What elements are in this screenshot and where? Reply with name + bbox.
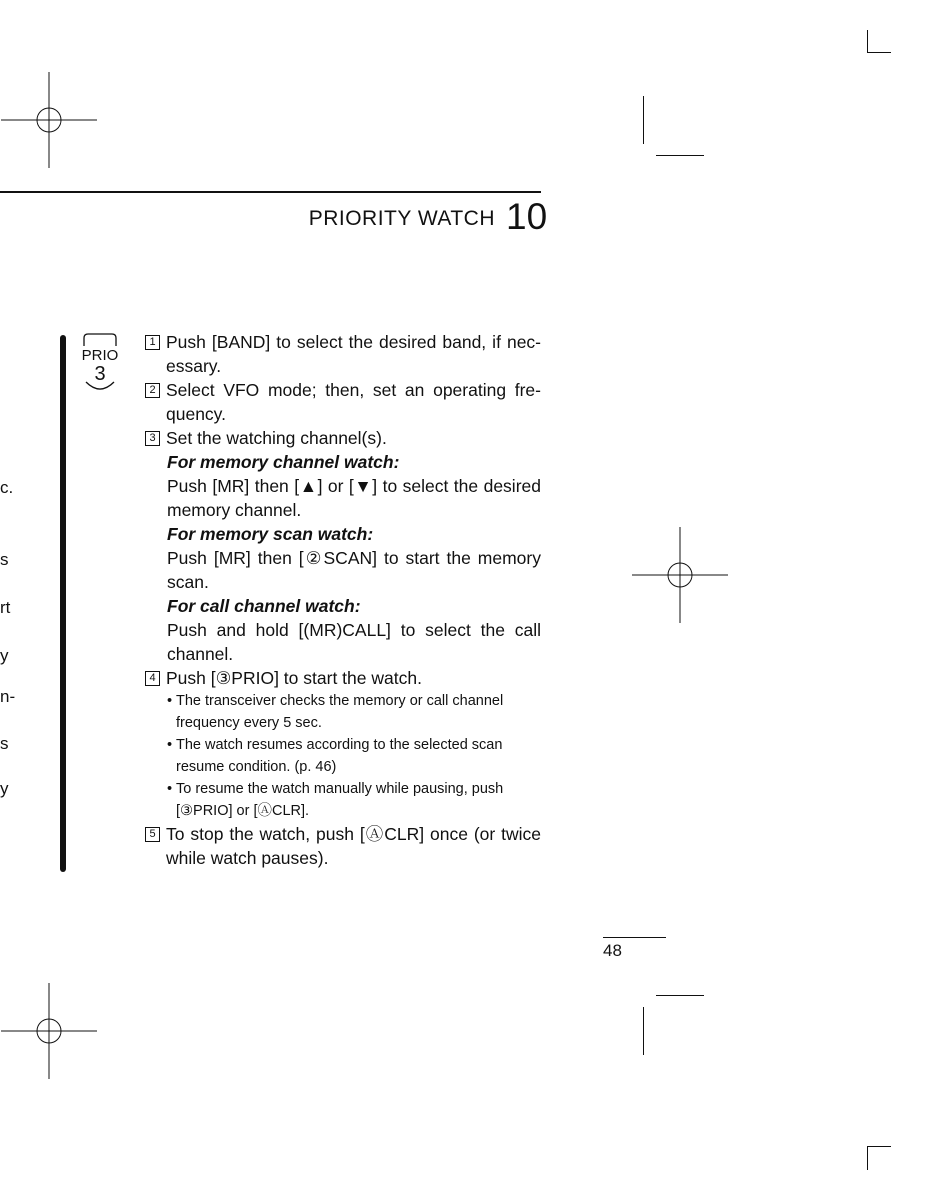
note-item: • To resume the watch manually while pausing, push [③PRIO] or [ⒶCLR]. bbox=[167, 778, 541, 822]
crop-mark bbox=[656, 155, 704, 156]
crop-mark bbox=[867, 1146, 891, 1147]
crop-mark bbox=[656, 995, 704, 996]
instruction-list bbox=[145, 330, 541, 870]
header-rule bbox=[0, 191, 541, 193]
step-number: 3 bbox=[145, 431, 160, 446]
margin-fragment: y bbox=[0, 646, 9, 665]
note-item: • The watch resumes according to the selected scan resume condition. (p. 46) bbox=[167, 734, 541, 778]
step-text: Push [③PRIO] to start the watch. bbox=[166, 668, 422, 688]
step-2 bbox=[145, 378, 541, 426]
section-side-bar bbox=[60, 335, 66, 872]
margin-fragment: s bbox=[0, 550, 9, 569]
crop-mark bbox=[867, 1146, 868, 1170]
memory-scan-watch-heading: For memory scan watch: bbox=[167, 524, 374, 544]
memory-channel-watch-text: Push [MR] then [▲] or [▼] to select the desired memory channel. bbox=[167, 476, 541, 520]
step-text: Select VFO mode; then, set an operating fre-quency. bbox=[166, 380, 541, 424]
step-number: 4 bbox=[145, 671, 160, 686]
crop-mark bbox=[867, 52, 891, 53]
step-4 bbox=[145, 666, 541, 690]
chapter-number: 10 bbox=[506, 196, 548, 237]
step-1 bbox=[145, 330, 541, 378]
key-label: PRIO bbox=[81, 347, 119, 364]
call-channel-watch-text: Push and hold [(MR)CALL] to select the call channel. bbox=[167, 620, 541, 664]
margin-fragment: s bbox=[0, 734, 9, 753]
registration-mark-icon bbox=[1, 72, 97, 168]
page-number-rule bbox=[603, 937, 666, 938]
note-text: The watch resumes according to the selected scan resume condition. (p. 46) bbox=[176, 737, 503, 775]
key-number: 3 bbox=[94, 363, 106, 385]
step-text: Push [BAND] to select the desired band, if nec-essary. bbox=[166, 332, 541, 376]
crop-mark bbox=[643, 1007, 644, 1055]
note-item: • The transceiver checks the memory or call channel frequency every 5 sec. bbox=[167, 690, 541, 734]
step-text: To stop the watch, push [ⒶCLR] once (or twice while watch pauses). bbox=[166, 824, 541, 868]
margin-fragment: n- bbox=[0, 687, 16, 706]
crop-mark bbox=[867, 30, 868, 53]
registration-mark-icon bbox=[1, 983, 97, 1079]
memory-channel-watch-heading: For memory channel watch: bbox=[167, 452, 400, 472]
step-text: Set the watching channel(s). bbox=[166, 428, 387, 448]
page-number: 48 bbox=[603, 941, 622, 960]
prio-key-icon bbox=[78, 332, 122, 394]
registration-mark-icon bbox=[632, 527, 728, 623]
step-number: 5 bbox=[145, 827, 160, 842]
margin-fragment: c. bbox=[0, 478, 14, 497]
section-title: PRIORITY WATCH bbox=[308, 207, 495, 230]
step-number: 2 bbox=[145, 383, 160, 398]
margin-fragment: y bbox=[0, 779, 9, 798]
margin-fragment: rt bbox=[0, 598, 11, 617]
step-4-notes bbox=[167, 690, 541, 822]
call-channel-watch-heading: For call channel watch: bbox=[167, 596, 361, 616]
note-text: The transceiver checks the memory or call channel frequency every 5 sec. bbox=[176, 693, 504, 731]
memory-scan-watch-text: Push [MR] then [②SCAN] to start the memory scan. bbox=[167, 548, 541, 592]
crop-mark bbox=[643, 96, 644, 144]
step-3 bbox=[145, 426, 541, 450]
step-number: 1 bbox=[145, 335, 160, 350]
note-text: To resume the watch manually while pausing, push [③PRIO] or [ⒶCLR]. bbox=[176, 781, 504, 819]
step-5 bbox=[145, 822, 541, 870]
